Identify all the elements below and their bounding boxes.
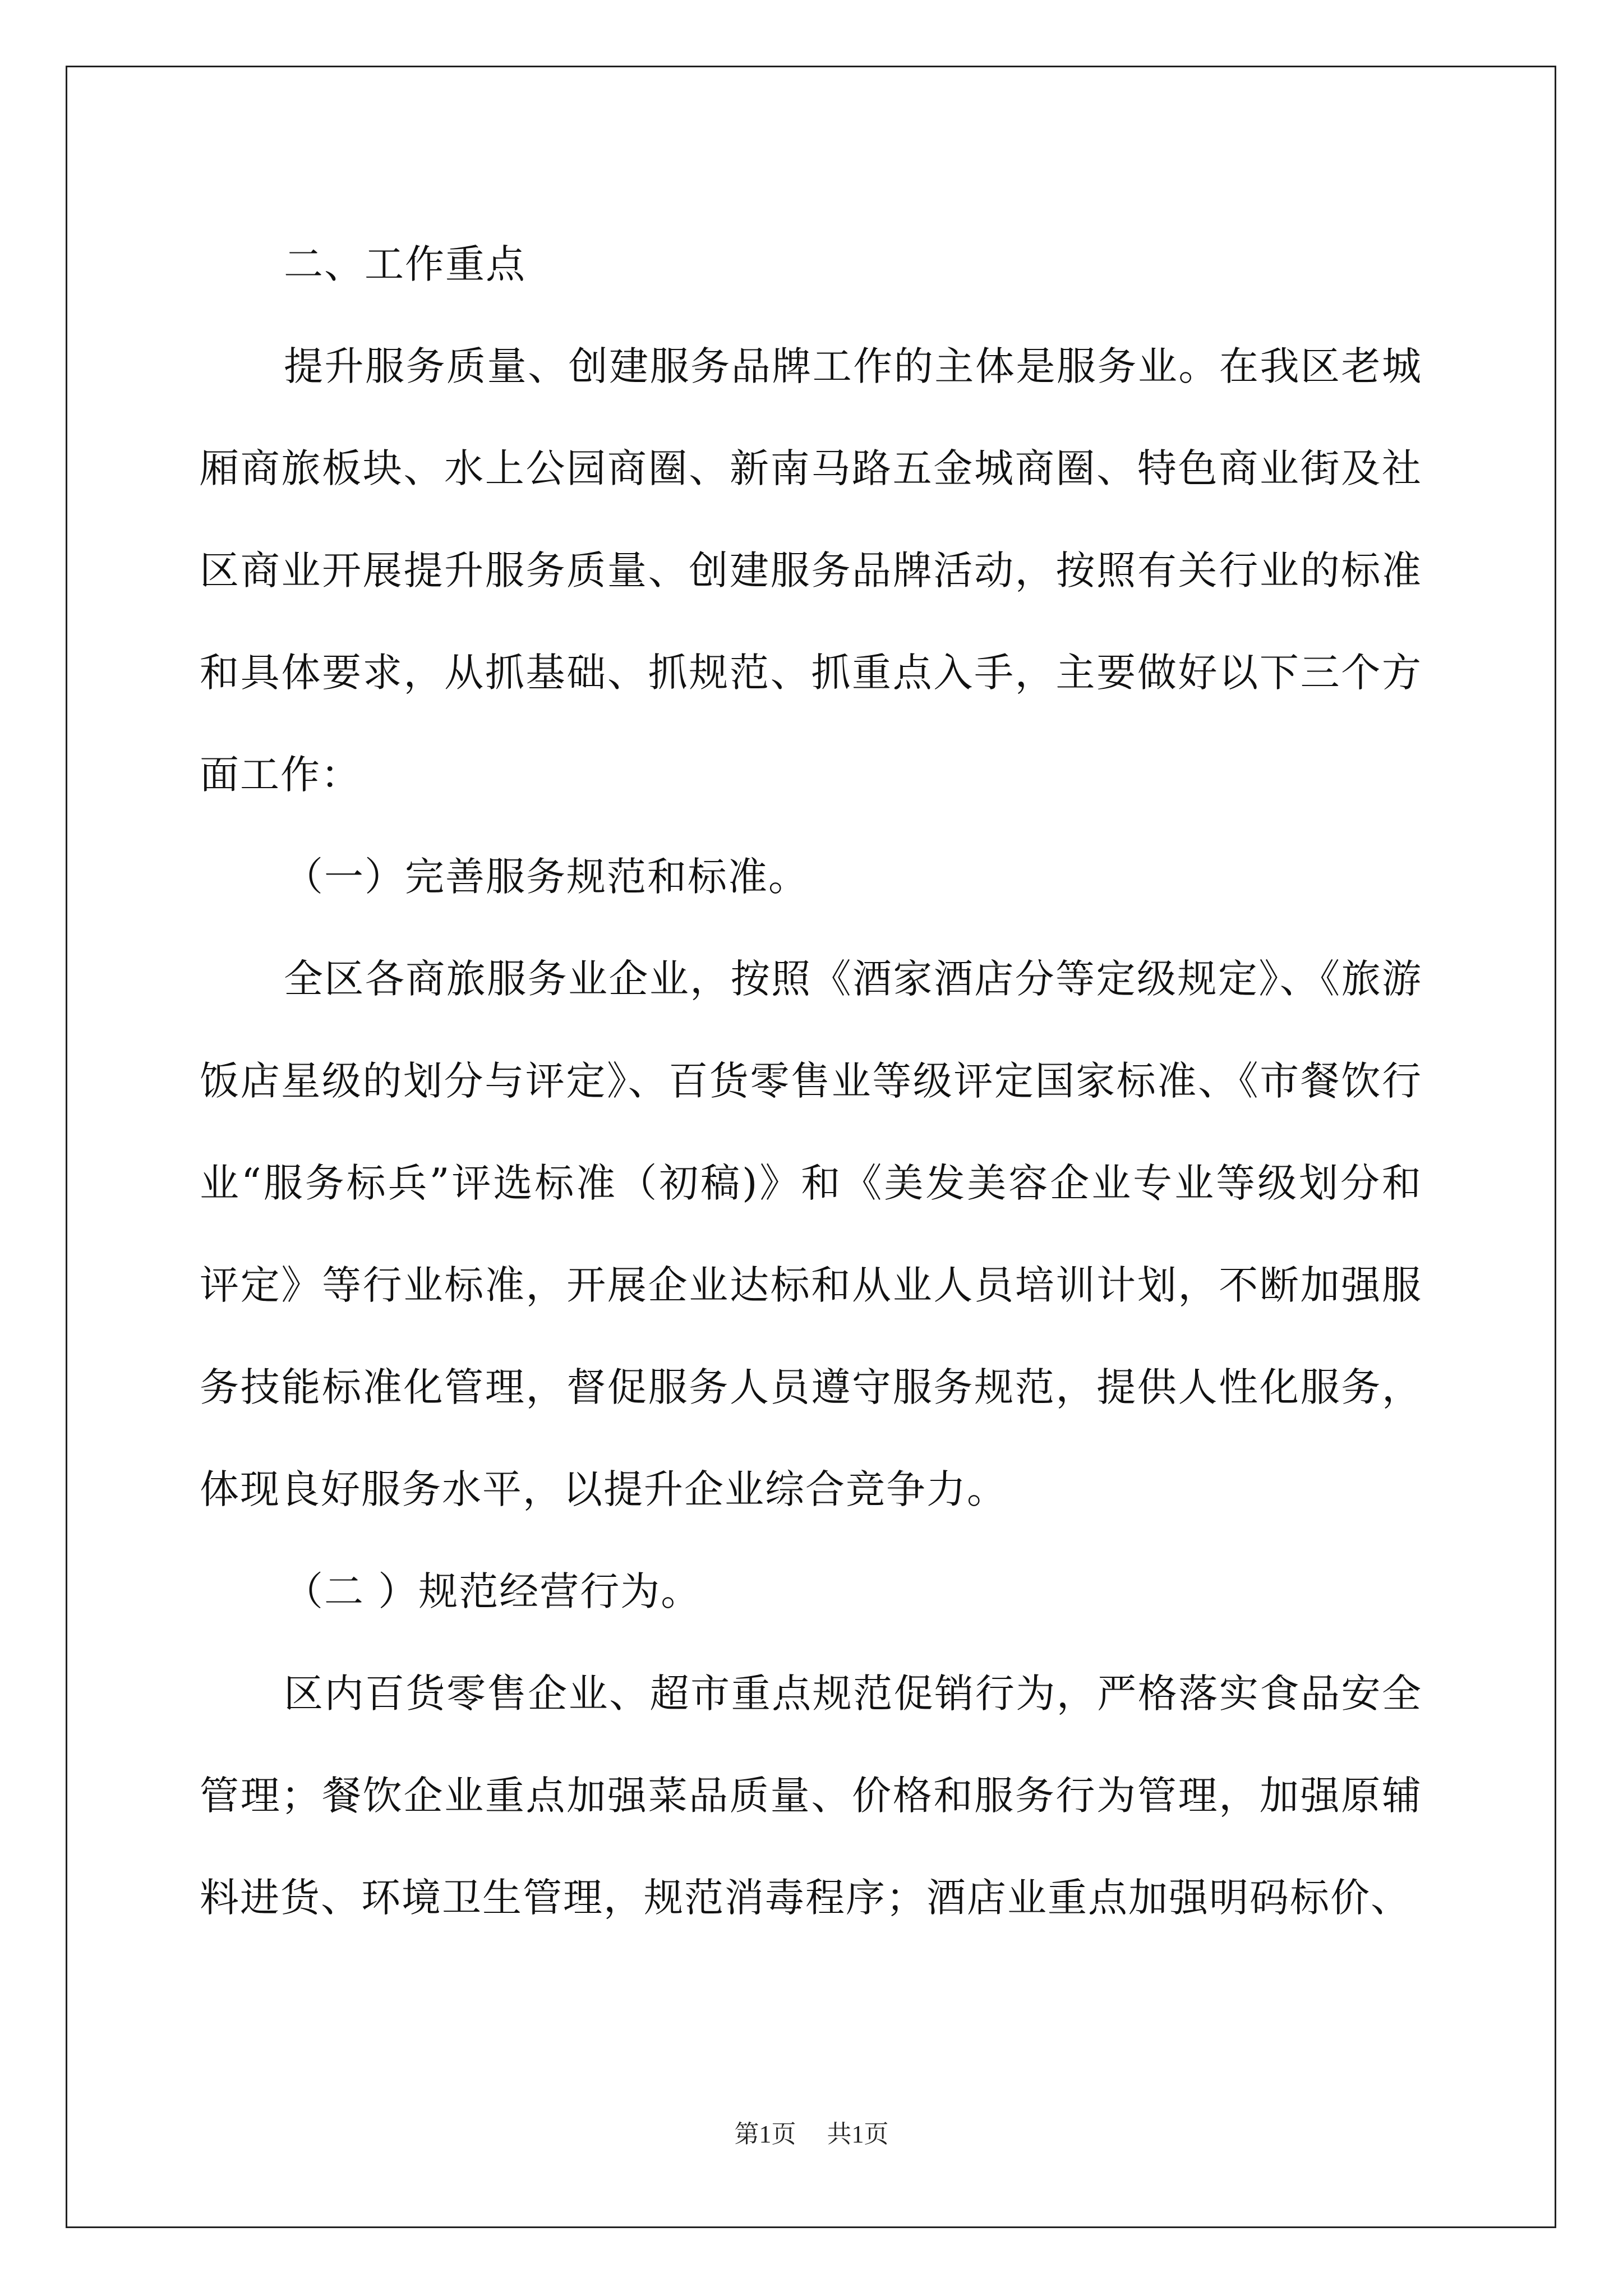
subheading-conduct: （二 ）规范经营行为。 — [284, 1568, 702, 1614]
page-total: 共1页 — [827, 2120, 889, 2148]
page-footer — [0, 2114, 1623, 2150]
paragraph-standards: 全区各商旅服务业企业，按照《酒家酒店分等定级规定》、《旅游饭店星级的划分与评定》、百货零售业等级评定国家标准、《市餐饮行业“服务标兵”评选标准（初稿)》和《美发美容企业专业等级划分和评定》等行业标准，开展企业达标和从业人员培训计划，不断加强服务技能标准化管理，督促服务人员遵守服务规范，提供人性化服务，体现良好服务水平，以提升企业综合竞争力。 — [200, 956, 1422, 1512]
paragraph-intro: 提升服务质量、创建服务品牌工作的主体是服务业。在我区老城厢商旅板块、水上公园商圈、新南马路五金城商圈、特色商业街及社区商业开展提升服务质量、创建服务品牌活动，按照有关行业的标准和具体要求，从抓基础、抓规范、抓重点入手，主要做好以下三个方面工作： — [200, 343, 1422, 798]
paragraph-conduct: 区内百货零售企业、超市重点规范促销行为，严格落实食品安全管理；餐饮企业重点加强菜品质量、价格和服务行为管理，加强原辅料进货、环境卫生管理，规范消毒程序；酒店业重点加强明码标价、 — [200, 1671, 1422, 1921]
subheading-standards: （一）完善服务规范和标准。 — [284, 854, 809, 900]
page-number: 第1页 — [734, 2120, 796, 2148]
document-body — [200, 213, 1422, 1949]
section-heading: 二、工作重点 — [284, 241, 526, 287]
